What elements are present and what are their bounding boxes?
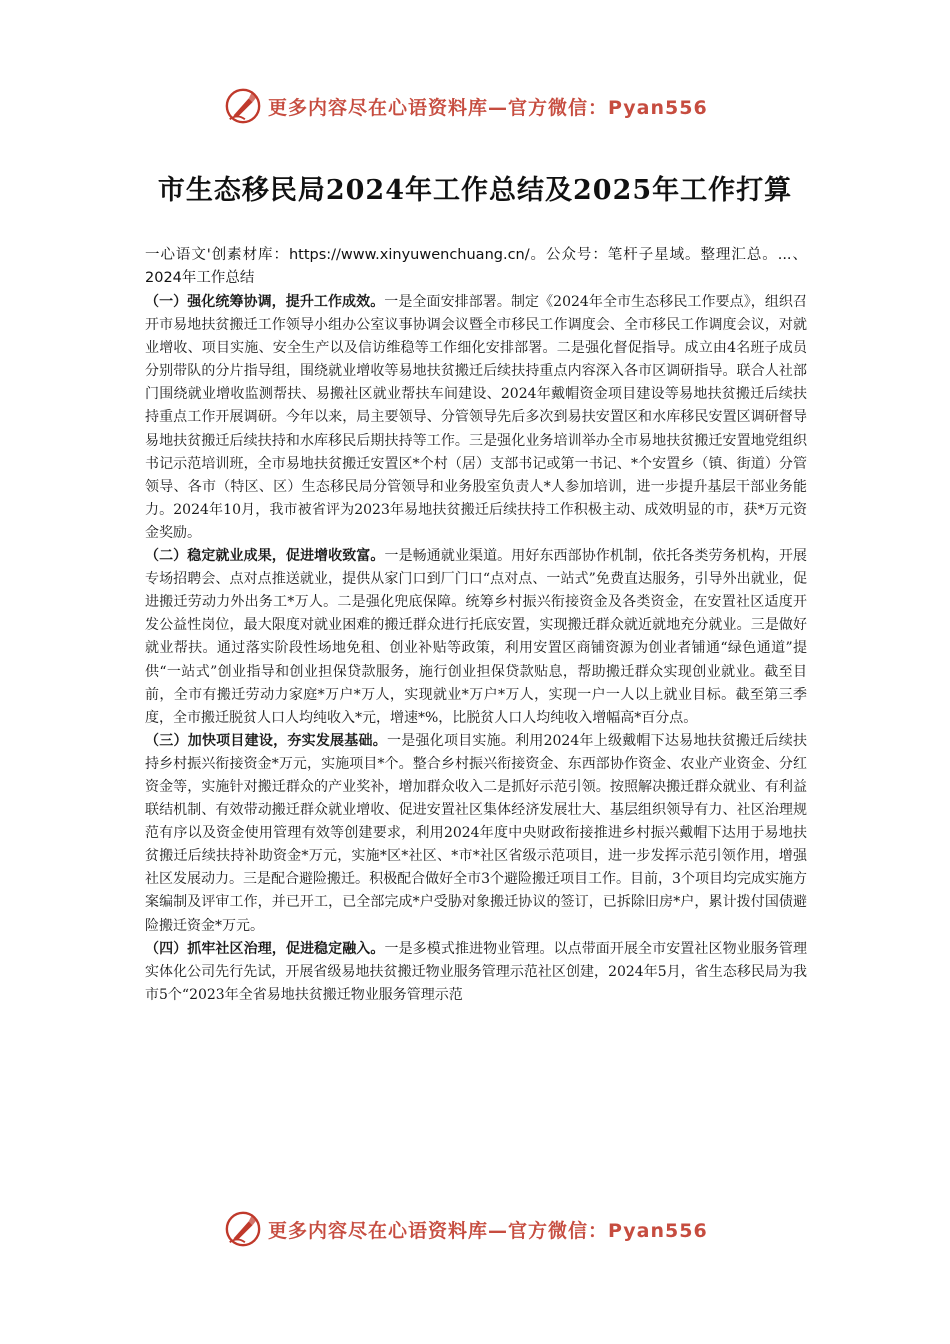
section-text: 一是全面安排部署。制定《2024年全市生态移民工作要点》，组织召开市易地扶贫搬迁工作领导小组办公室议事协调会议暨全市移民工作调度会、全市移民工作调度会议，对就业增收、项目实施、安全生产以及信访维稳等工作细化安排部署。二是强化督促指导。成立由4名班子成员分别带队的分片指导组，围绕就业增收等易地扶贫搬迁后续扶持重点内容深入各市区调研指导。联合人社部门围绕就业增收监测帮扶、易搬社区就业帮扶车间建设、2024年戴帽资金项目建设等易地扶贫搬迁后续扶持重点工作开展调研。今年以来，局主要领导、分管领导先后多次到易扶安置区和水库移民安置区调研督导易地扶贫搬迁后续扶持和水库移民后期扶持等工作。三是强化业务培训举办全市易地扶贫搬迁安置地党组织书记示范培训班，全市易地扶贫搬迁安置区*个村（居）支部书记或第一书记、*个安置乡（镇、街道）分管领导、各市（特区、区）生态移民局分管领导和业务股室负责人*人参加培训，进一步提升基层干部业务能力。2024年10月，我市被省评为2023年易地扶贫搬迁后续扶持工作积极主动、成效明显的市，获*万元资金奖励。 bbox=[145, 294, 807, 541]
section-text: 一是多模式推进物业管理。以点带面开展全市安置社区物业服务管理实体化公司先行先试，开展省级易地扶贫搬迁物业服务管理示范社区创建，2024年5月，省生态移民局为我市5个“2023年全省易地扶贫搬迁物业服务管理示范 bbox=[145, 940, 808, 1003]
document-title: 市生态移民局2024年工作总结及2025年工作打算 bbox=[157, 175, 793, 207]
fountain-pen-icon bbox=[224, 1210, 262, 1248]
section-heading: （四）抓牢社区治理，促进稳定融入。 bbox=[145, 940, 385, 957]
fountain-pen-icon bbox=[224, 87, 262, 125]
section-heading: （三）加快项目建设，夯实发展基础。 bbox=[145, 732, 388, 749]
section-paragraph bbox=[145, 545, 807, 730]
document-body bbox=[145, 244, 807, 1007]
section-heading: （一）强化统筹协调，提升工作成效。 bbox=[145, 294, 385, 310]
banner-text: 更多内容尽在心语资料库—官方微信：Pyan556 bbox=[268, 1219, 708, 1242]
footer-banner bbox=[224, 1209, 724, 1249]
header-banner bbox=[224, 86, 724, 126]
banner-text: 更多内容尽在心语资料库—官方微信：Pyan556 bbox=[268, 96, 708, 119]
section-paragraph bbox=[145, 938, 807, 1007]
section-paragraph bbox=[145, 291, 807, 545]
section-text: 一是畅通就业渠道。用好东西部协作机制，依托各类劳务机构，开展专场招聘会、点对点推送就业，提供从家门口到厂门口“点对点、一站式”免费直达服务，引导外出就业，促进搬迁劳动力外出务工*万人。二是强化兜底保障。统筹乡村振兴衔接资金及各类资金，在安置社区适度开发公益性岗位，最大限度对就业困难的搬迁群众进行托底安置，实现搬迁群众就近就地充分就业。三是做好就业帮扶。通过落实阶段性场地免租、创业补贴等政策，利用安置区商铺资源为创业者铺通“绿色通道”提供“一站式”创业指导和创业担保贷款服务，施行创业担保贷款贴息，帮助搬迁群众实现创业就业。截至目前，全市有搬迁劳动力家庭*万户*万人，实现就业*万户*万人，实现一户一人以上就业目标。截至第三季度，全市搬迁脱贫人口人均纯收入*元，增速*%，比脱贫人口人均纯收入增幅高*百分点。 bbox=[145, 548, 808, 726]
intro-line: 一心语文'创素材库：https://www.xinyuwenchuang.cn/。公众号：笔杆子星域。整理汇总。...、2024年工作总结 bbox=[145, 247, 807, 286]
section-heading: （二）稳定就业成果，促进增收致富。 bbox=[145, 548, 385, 565]
section-paragraph bbox=[145, 730, 807, 938]
section-text: 一是强化项目实施。利用2024年上级戴帽下达易地扶贫搬迁后续扶持乡村振兴衔接资金*万元，实施项目*个。整合乡村振兴衔接资金、东西部协作资金、农业产业资金、分红资金等，实施针对搬迁群众的产业奖补，增加群众收入二是抓好示范引领。按照解决搬迁群众就业、有利益联结机制、有效带动搬迁群众就业增收、促进安置社区集体经济发展壮大、基层组织领导有力、社区治理规范有序以及资金使用管理有效等创建要求，利用2024年度中央财政衔接推进乡村振兴戴帽下达用于易地扶贫搬迁后续扶持补助资金*万元，实施*区*社区、*市*社区省级示范项目，进一步发挥示范引领作用，增强社区发展动力。三是配合避险搬迁。积极配合做好全市3个避险搬迁项目工作。目前，3个项目均完成实施方案编制及评审工作，并已开工，已全部完成*户受胁对象搬迁协议的签订，已拆除旧房*户，累计拨付国债避险搬迁资金*万元。 bbox=[145, 732, 807, 934]
